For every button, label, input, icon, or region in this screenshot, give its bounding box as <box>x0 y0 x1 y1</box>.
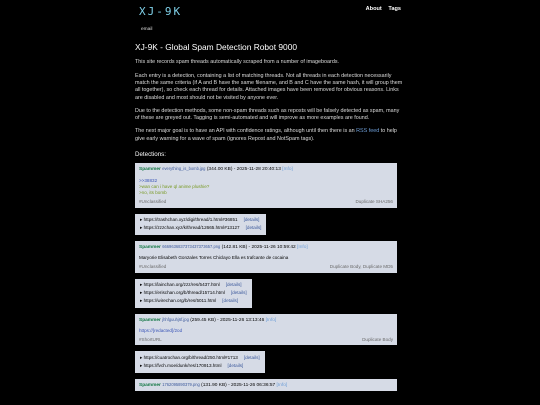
details-link[interactable]: [details] <box>243 354 260 360</box>
api-note-text: The next major goal is to have an API with confidence ratings, although until then there is an <box>135 128 357 135</box>
info-link[interactable]: [Info] <box>282 167 293 173</box>
reply-link[interactable]: >>38832 <box>139 177 158 183</box>
api-note-text-end: to help give early warning for a wave of spam (ignores Repost and NotSpam tags). <box>135 128 397 142</box>
api-note <box>135 128 403 143</box>
rss-feed-link[interactable]: RSS feed <box>356 128 380 135</box>
thread-item: ▸ https://fvch.moe/dunk/res/170913.html [details] <box>140 362 244 368</box>
site-logo[interactable]: XJ-9K <box>139 5 183 18</box>
thread-item: ▸ https://zzzchan.xyz/k/thread/12665.html#13127 [details] <box>140 224 262 230</box>
email-link[interactable]: email <box>141 27 153 32</box>
match-type: Duplicate SHA256 <box>355 199 393 205</box>
thread-url[interactable]: https://wirechan.org/b/res/5011.html <box>143 297 217 303</box>
details-link[interactable]: [details] <box>243 217 260 223</box>
detection-header <box>139 244 393 251</box>
details-link[interactable]: [details] <box>225 282 242 288</box>
file-meta: (259.45 KB) - 2025-11-26 13:13:46 <box>190 317 265 323</box>
match-type: Duplicate Body, Duplicate MD5 <box>329 264 393 270</box>
top-nav <box>361 6 401 14</box>
file-name-link[interactable]: 6669636837373437373657.png <box>162 243 221 249</box>
thread-item: ▸ https://wirechan.org/b/res/5011.html [details] <box>140 297 239 303</box>
nav-about-link[interactable]: About <box>365 6 382 12</box>
thread-item: ▸ https://trashchan.xyz/digi/thread/1.html#36851 [details] <box>140 217 260 223</box>
poster-name: Spammer <box>139 244 161 250</box>
detection-card <box>135 163 397 207</box>
file-meta: (142.81 KB) - 2025-11-26 10:59:42 <box>221 244 296 250</box>
detection-card <box>135 241 397 273</box>
poster-name: Spammer <box>139 382 161 388</box>
thread-item: ▸ https://erischan.org/b/thread/15714.html [details] <box>140 289 247 295</box>
thread-item: ▸ https://lainchan.org/zzz/res/5437.html [details] <box>140 282 242 288</box>
post-body <box>139 328 393 334</box>
detection-header <box>139 166 393 173</box>
details-link[interactable]: [details] <box>227 362 244 368</box>
post-body <box>139 178 393 197</box>
thread-item: ▸ https://cuatrochan.org/b/thread/250.html#1713 [details] <box>140 354 260 360</box>
file-name-link[interactable]: jhhfguuhj6f.jpg <box>162 316 189 322</box>
thread-url[interactable]: https://fvch.moe/dunk/res/170913.html <box>143 362 222 368</box>
intro-paragraph-2: Each entry is a detection, containing a list of matching threads. Not all threads in each detection necessarily match the same criteria (if A and B have the same filename, and B and C have the same hash, it will group them all together), so check each thread for details. Attached images have been removed for obvious reasons. Links are disabled and most should not be visited by anyone ever. <box>135 72 403 101</box>
thread-url[interactable]: https://erischan.org/b/thread/15714.html <box>143 289 225 295</box>
page-title: XJ-9K - Global Spam Detection Robot 9000 <box>135 42 298 52</box>
thread-url[interactable]: https://cuatrochan.org/b/thread/250.html#1713 <box>143 354 238 360</box>
file-name-link[interactable]: 1762095890379.png <box>162 381 200 387</box>
detections-heading: Detections: <box>135 151 166 159</box>
thread-url[interactable]: https://lainchan.org/zzz/res/5437.html <box>143 282 220 288</box>
file-name-link[interactable]: everything_is_bomb.jpg <box>162 166 206 172</box>
post-link[interactable]: https://[redacted]/2od <box>139 328 183 333</box>
thread-list <box>135 351 265 372</box>
site-header <box>0 0 540 36</box>
greentext-line: >wan can i have ql anime plushie? <box>139 184 210 190</box>
match-type: Duplicate Body <box>362 337 393 343</box>
main-content <box>135 42 403 395</box>
intro-paragraph-1: This site records spam threads automatically scraped from a number of imageboards. <box>135 59 340 66</box>
file-meta: (131.90 KB) - 2025-11-26 06:36:57 <box>201 382 276 388</box>
detection-card <box>135 314 397 346</box>
tag-label[interactable]: #ShortURL <box>139 337 162 343</box>
thread-list <box>135 279 252 308</box>
thread-url[interactable]: https://zzzchan.xyz/k/thread/12665.html#13127 <box>143 224 240 230</box>
post-text: Maryorie Elisabeth Gonzales Torres Chiclayo Ella es trafcante de cocaina <box>139 255 289 261</box>
thread-url[interactable]: https://trashchan.xyz/digi/thread/1.html#36851 <box>143 217 238 223</box>
post-body <box>139 255 393 261</box>
details-link[interactable]: [details] <box>222 297 239 303</box>
detection-footer <box>139 337 393 343</box>
detection-header <box>139 317 393 324</box>
greentext-line: >no, its bomb <box>139 190 167 196</box>
details-link[interactable]: [details] <box>245 224 262 230</box>
info-link[interactable]: [Info] <box>265 317 277 323</box>
info-link[interactable]: [Info] <box>297 244 308 250</box>
thread-list <box>135 214 266 235</box>
file-meta: (344.00 KB) - 2025-11-28 20:40:13 <box>206 167 281 173</box>
detection-header <box>139 382 393 389</box>
detection-card <box>135 379 397 391</box>
poster-name: Spammer <box>139 167 161 173</box>
tag-label[interactable]: #Unclassified <box>139 264 167 270</box>
info-link[interactable]: [Info] <box>276 382 288 388</box>
detection-footer <box>139 199 393 205</box>
detection-footer <box>139 264 393 270</box>
intro-paragraph-3: Due to the detection methods, some non-spam threads such as reposts will be falsely detected as spam, many of these are greyed out. Tagging is semi-automated and will improve as more examples are found. <box>135 107 400 122</box>
tag-label[interactable]: #Unclassified <box>139 199 167 205</box>
details-link[interactable]: [details] <box>230 289 247 295</box>
poster-name: Spammer <box>139 317 161 323</box>
nav-tags-link[interactable]: Tags <box>388 6 401 12</box>
